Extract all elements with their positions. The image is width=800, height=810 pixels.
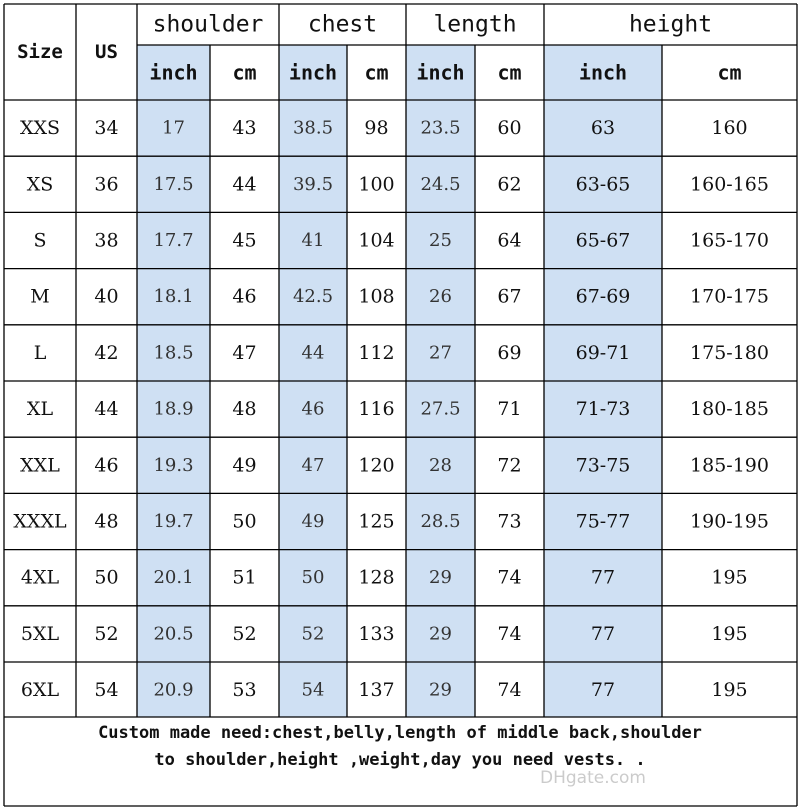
table-cell: 48 [232,398,257,421]
table-cell: 69-71 [575,341,631,364]
table-cell: 54 [94,679,119,702]
table-cell: 77 [590,622,616,645]
note-line-2: to shoulder,height ,weight,day you need vests. . [154,750,646,770]
watermark: DHgate.com [540,768,646,788]
header-unit-inch: inch [288,60,338,85]
table-cell: 53 [232,679,257,702]
table-cell: 38 [94,229,119,252]
table-cell: 28 [429,454,452,476]
table-cell: 67-69 [575,285,631,308]
table-cell: 63-65 [575,173,631,196]
table-cell: 18.1 [153,286,194,308]
table-cell: 44 [94,398,119,421]
table-grid [4,4,797,806]
table-cell: 46 [232,285,257,308]
table-cell: 29 [429,679,452,701]
table-cell: 75-77 [575,510,631,533]
header-unit-inch: inch [149,60,198,85]
table-cell: 43 [232,117,257,140]
table-cell: 23.5 [420,117,461,139]
table-cell: 112 [358,341,395,364]
table-cell: 19.3 [153,454,194,476]
table-cell: 170-175 [690,285,769,308]
table-cell: 18.5 [153,342,194,364]
table-cell: 26 [429,286,452,308]
table-cell: 50 [232,510,257,533]
table-cell: 50 [301,567,325,589]
table-cell: 4XL [20,566,60,589]
table-cell: 54 [301,679,325,701]
table-cell: 108 [358,285,395,308]
table-cell: 27.5 [420,398,461,420]
table-cell: 46 [301,398,325,420]
table-cell: 28.5 [420,511,461,532]
table-cell: 116 [358,398,395,421]
table-cell: 48 [94,510,119,533]
table-cell: 45 [232,229,257,252]
table-cell: 34 [94,117,119,140]
table-cell: 74 [497,566,522,589]
table-cell: 77 [590,679,616,702]
table-cell: 100 [358,173,395,196]
header-unit-cm: cm [717,60,742,85]
table-cell: 195 [711,566,748,589]
table-cell: 47 [232,341,257,364]
table-cell: 63 [590,117,616,140]
table-cell: 64 [497,229,522,252]
header-group-chest: chest [307,11,378,38]
header-unit-cm: cm [364,60,389,85]
table-cell: 52 [232,622,257,645]
table-cell: 42 [94,341,119,364]
table-cell: 52 [301,623,325,645]
table-cell: 17.7 [153,230,194,251]
header-group-shoulder: shoulder [152,11,264,38]
header-group-length: length [433,11,517,38]
table-cell: 17 [162,117,185,139]
table-cell: 5XL [20,622,60,645]
table-cell: 38.5 [292,117,334,139]
table-cell: 29 [429,567,452,589]
table-cell: 125 [358,510,395,533]
table-cell: 47 [301,454,325,476]
table-cell: 46 [94,454,119,477]
table-cell: 41 [301,230,325,251]
custom-made-note [0,720,800,774]
table-cell: 195 [711,622,748,645]
table-cell: 73-75 [575,454,631,477]
table-cell: 44 [232,173,257,196]
table-cell: 25 [429,230,452,251]
table-cell: 71-73 [575,398,631,421]
table-cell: XXL [20,454,60,477]
table-cell: M [30,285,50,308]
table-cell: 98 [364,117,389,140]
table-cell: 73 [497,510,522,533]
table-cell: 104 [358,229,395,252]
table-cell: 51 [232,566,257,589]
table-cell: 27 [429,342,452,364]
table-cell: 180-185 [690,398,769,421]
table-cell: 49 [232,454,257,477]
table-cell: 50 [94,566,119,589]
table-cell: L [33,341,47,364]
table-cell: 165-170 [690,229,769,252]
table-cell: 128 [358,566,395,589]
table-cell: 20.1 [153,567,194,589]
note-line-1: Custom made need:chest,belly,length of middle back,shoulder [98,723,702,743]
header-unit-inch: inch [578,60,628,85]
table-cell: 20.9 [153,679,194,701]
table-cell: 67 [497,285,522,308]
table-cell: 36 [94,173,119,196]
table-cell: 65-67 [575,229,631,252]
header-size: Size [17,41,63,63]
table-cell: S [33,229,47,252]
table-cell: 44 [301,342,325,364]
header-us: US [95,41,118,63]
table-cell: 24.5 [420,173,461,195]
table-cell: 40 [94,285,119,308]
table-cell: XXS [19,117,61,140]
table-cell: 190-195 [690,510,769,533]
table-cell: 72 [497,454,522,477]
header-unit-inch: inch [416,60,465,85]
table-cell: 133 [358,622,395,645]
table-cell: 74 [497,622,522,645]
table-cell: XL [26,398,54,421]
table-cell: 175-180 [690,341,769,364]
table-cell: 20.5 [153,623,194,645]
table-cell: 49 [301,511,325,532]
table-cell: 62 [497,173,522,196]
table-cell: 69 [497,341,522,364]
table-cell: 42.5 [292,286,334,308]
header-unit-cm: cm [497,60,522,85]
table-cell: 52 [94,622,119,645]
table-cell: 120 [358,454,395,477]
table-cell: 160 [711,117,748,140]
table-cell: 195 [711,679,748,702]
table-cell: 6XL [20,679,60,702]
table-cell: 17.5 [153,173,194,195]
table-cell: 71 [497,398,522,421]
table-cell: XS [26,173,54,196]
table-cell: 19.7 [153,511,194,532]
table-cell: 137 [358,679,395,702]
table-cell: 18.9 [153,398,194,420]
table-cell: 29 [429,623,452,645]
table-cell: 39.5 [292,173,334,195]
table-cell: XXXL [13,510,67,533]
table-cell: 74 [497,679,522,702]
table-cell: 185-190 [690,454,769,477]
table-cell: 77 [590,566,616,589]
table-cell: 60 [497,117,522,140]
header-unit-cm: cm [232,60,257,85]
table-cell: 160-165 [690,173,769,196]
header-group-height: height [628,11,713,38]
